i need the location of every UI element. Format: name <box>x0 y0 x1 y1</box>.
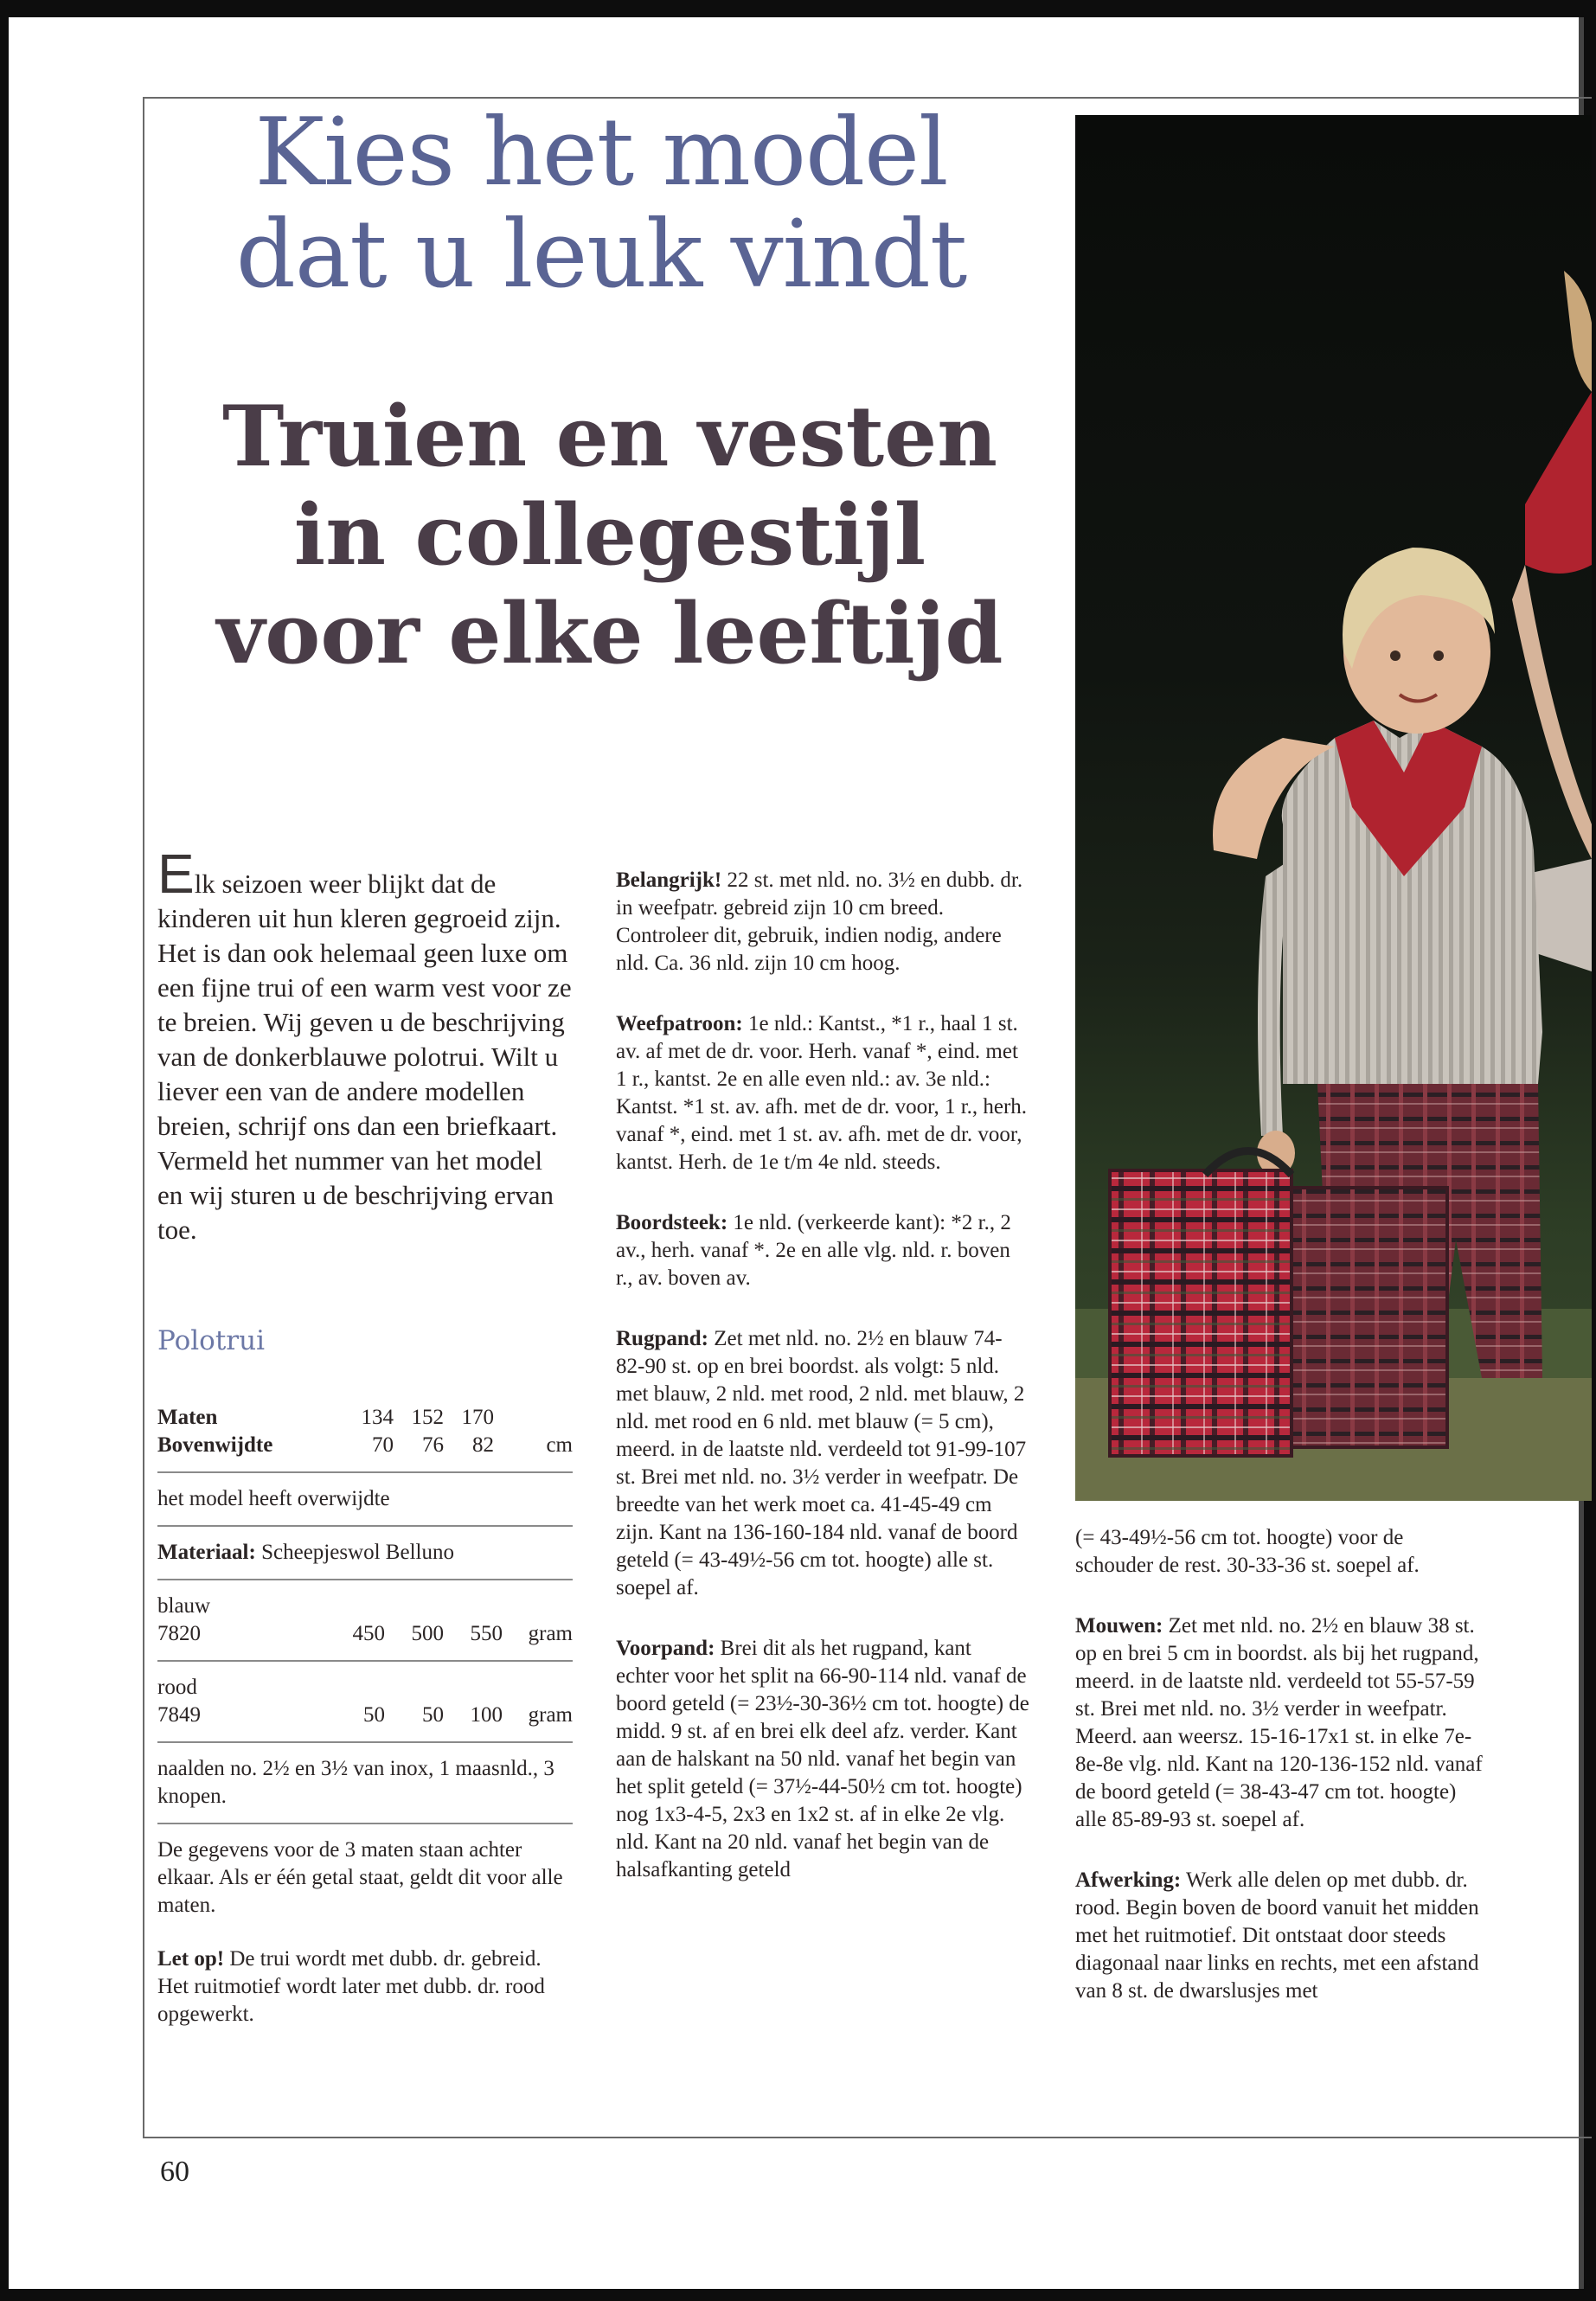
column-2 <box>616 867 1029 1917</box>
header-line-2: dat u leuk vindt <box>235 201 967 309</box>
materiaal-value: Scheepjeswol Belluno <box>261 1541 454 1564</box>
voorpand-text: Brei dit als het rugpand, kant echter voor het split na 66-90-114 nld. vanaf de boord geteld (= 23½-30-36½ cm tot. hoogte) de midd. 9 st. af en brei elk deel afz. verder. Kant aan de halskant na 50 nld. vanaf het begin van het split geteld (= 37½-44-50½ cm tot. hoogte) nog 1x3-4-5, 2x3 en 1x2 st. af in elke 2e vlg. nld. Kant na 20 nld. vanaf het begin van de halsafkanting geteld <box>616 1637 1029 1881</box>
divider <box>157 1741 573 1743</box>
column-3 <box>1075 1524 1486 2038</box>
headline <box>173 388 1047 683</box>
maten-label: Maten <box>157 1406 218 1429</box>
row-blauw-label <box>157 1593 573 1620</box>
header-title <box>173 99 1029 309</box>
divider <box>157 1579 573 1580</box>
bovenwijdte-value: 70 <box>372 1433 394 1457</box>
header-line-1: Kies het model <box>254 99 948 207</box>
weefpatroon-text: 1e nld.: Kantst., *1 r., haal 1 st. av. af met de dr. voor. Herh. vanaf *, eind. met 1 r., kantst. 2e en alle even nld.: av. 3e nld.: Kantst. *1 st. av. afh. met de dr. voor, 1 r., herh. vanaf *, eind. met 1 st. av. afh. met de dr. voor, kantst. Herh. de 1e t/m 4e nld. steeds. <box>616 1012 1028 1174</box>
divider <box>157 1525 573 1527</box>
voorpand-paragraph <box>616 1635 1029 1884</box>
headline-line-2: in collegestijl <box>293 486 926 584</box>
divider <box>157 1471 573 1473</box>
bovenwijdte-unit: cm <box>546 1433 573 1457</box>
rood-value: 50 <box>363 1703 385 1727</box>
rugpand-paragraph <box>616 1325 1029 1602</box>
blauw-value: 450 <box>352 1622 385 1645</box>
bovenwijdte-value: 76 <box>422 1433 444 1457</box>
column-1 <box>157 843 573 2029</box>
letop-label: Let op! <box>157 1947 225 1971</box>
maten-value: 170 <box>461 1406 494 1429</box>
photo-illustration <box>1075 115 1592 1501</box>
row-blauw <box>157 1620 573 1648</box>
blauw-label: blauw <box>157 1594 211 1618</box>
blauw-value: 500 <box>411 1622 444 1645</box>
gegevens-note: De gegevens voor de 3 maten staan achter elkaar. Als er één getal staat, geldt dit voor alle maten. <box>157 1838 563 1917</box>
bovenwijdte-label: Bovenwijdte <box>157 1433 273 1457</box>
blauw-value: 550 <box>470 1622 503 1645</box>
weefpatroon-paragraph <box>616 1010 1029 1176</box>
belangrijk-text: 22 st. met nld. no. 3½ en dubb. dr. in weefpatr. gebreid zijn 10 cm breed. Controleer dit, gebruik, indien nodig, andere nld. Ca. 36 nld. zijn 10 cm hoog. <box>616 868 1023 975</box>
drop-cap: E <box>157 843 195 905</box>
rood-label: rood <box>157 1676 197 1699</box>
maten-value: 134 <box>361 1406 394 1429</box>
rood-unit: gram <box>528 1703 573 1727</box>
blauw-code: 7820 <box>157 1622 201 1645</box>
rood-value: 100 <box>470 1703 503 1727</box>
weefpatroon-label: Weefpatroon: <box>616 1012 743 1035</box>
row-maten <box>157 1404 573 1432</box>
row-bovenwijdte <box>157 1432 573 1459</box>
bovenwijdte-value: 82 <box>472 1433 494 1457</box>
photo-child-with-plaid-bag <box>1075 115 1592 1501</box>
maten-value: 152 <box>411 1406 444 1429</box>
rood-value: 50 <box>422 1703 444 1727</box>
letop-text: De trui wordt met dubb. dr. gebreid. Het ruitmotief wordt later met dubb. dr. rood opgewerkt. <box>157 1947 545 2026</box>
afwerking-text: Werk alle delen op met dubb. dr. rood. Begin boven de boord vanuit het midden met het ruitmotief. Dit ontstaat door steeds diagonaal naar links en rechts, met een afstand van 8 st. de dwarslusjes met <box>1075 1868 1479 2003</box>
headline-line-3: voor elke leeftijd <box>216 585 1003 683</box>
intro-paragraph <box>157 843 573 1247</box>
mouwen-label: Mouwen: <box>1075 1614 1163 1638</box>
boordsteek-text: 1e nld. (verkeerde kant): *2 r., 2 av., herh. vanaf *. 2e en alle vlg. nld. r. boven r., av. boven av. <box>616 1211 1011 1290</box>
materiaal-line <box>157 1539 573 1567</box>
belangrijk-paragraph <box>616 867 1029 977</box>
materiaal-label: Materiaal: <box>157 1541 256 1564</box>
divider <box>157 1823 573 1824</box>
rood-code: 7849 <box>157 1703 201 1727</box>
row-rood-label <box>157 1674 573 1702</box>
rugpand-text: Zet met nld. no. 2½ en blauw 74-82-90 st. op en brei boordst. als volgt: 5 nld. met blauw, 2 nld. met rood, 2 nld. met blauw, 2 nld. met rood en 6 nld. met blauw (= 5 cm), meerd. in de laatste nld. verdeeld tot 91-99-107 st. Brei met nld. no. 3½ verder in weefpatr. De breedte van het werk moet ca. 41-45-49 cm zijn. Kant na 136-160-184 nld. vanaf de boord geteld (= 43-49½-56 cm tot. hoogte) alle st. soepel af. <box>616 1327 1027 1599</box>
page-number: 60 <box>160 2156 189 2188</box>
overwijdte-note: het model heeft overwijdte <box>157 1487 390 1510</box>
mouwen-text: Zet met nld. no. 2½ en blauw 38 st. op en brei 5 cm in boordst. als bij het rugpand, meerd. in de laatste nld. verdeeld tot 55-57-59 st. Brei met nld. no. 3½ verder in weefpatr. Meerd. aan weersz. 15-16-17x1 st. in elke 7e-8e-8e vlg. nld. Kant na 120-136-152 nld. vanaf de boord geteld (= 38-43-47 cm tot. hoogte) alle 85-89-93 st. soepel af. <box>1075 1614 1483 1831</box>
blauw-unit: gram <box>528 1622 573 1645</box>
afwerking-label: Afwerking: <box>1075 1868 1182 1892</box>
voorpand-label: Voorpand: <box>616 1637 715 1660</box>
belangrijk-label: Belangrijk! <box>616 868 722 892</box>
mouwen-paragraph <box>1075 1612 1486 1834</box>
headline-line-1: Truien en vesten <box>221 388 997 485</box>
intro-text: lk seizoen weer blijkt dat de kinderen uit hun kleren gegroeid zijn. Het is dan ook helemaal geen luxe om een fijne trui of een warm vest voor ze te breien. Wij geven u de beschrijving van de donkerblauwe polotrui. Wilt u liever een van de andere modellen breien, schrijf ons dan een briefkaart. Vermeld het nummer van het model en wij sturen u de beschrijving ervan toe. <box>157 868 572 1245</box>
section-title-polotrui: Polotrui <box>157 1325 265 1356</box>
letop-note <box>157 1945 573 2029</box>
rugpand-label: Rugpand: <box>616 1327 708 1350</box>
afwerking-paragraph <box>1075 1867 1486 2005</box>
boordsteek-paragraph <box>616 1209 1029 1292</box>
boordsteek-label: Boordsteek: <box>616 1211 728 1234</box>
continued-paragraph: (= 43-49½-56 cm tot. hoogte) voor de schouder de rest. 30-33-36 st. soepel af. <box>1075 1526 1420 1577</box>
naalden-note: naalden no. 2½ en 3½ van inox, 1 maasnld., 3 knopen. <box>157 1757 554 1808</box>
row-rood <box>157 1702 573 1729</box>
divider <box>157 1660 573 1662</box>
